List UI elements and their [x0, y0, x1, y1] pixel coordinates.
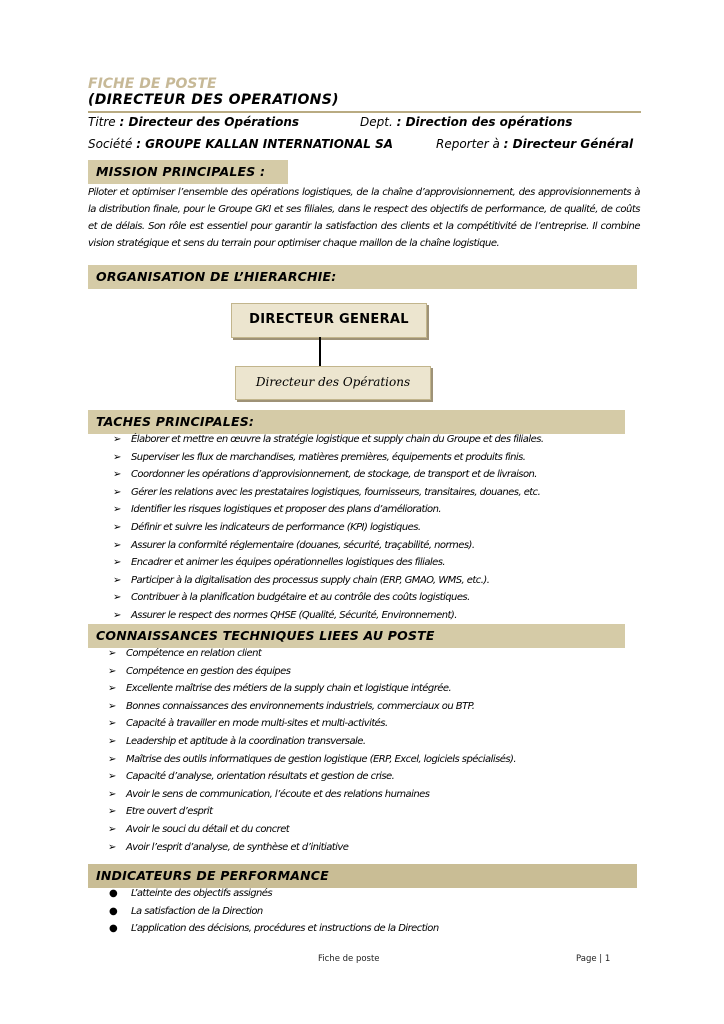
list-item: ➢ Assurer la conformité réglementaire (douanes, sécurité, traçabilité, normes).	[131, 537, 631, 555]
list-item: ● L’application des décisions, procédures et instructions de la Direction	[131, 920, 631, 938]
org-connector-line	[319, 337, 321, 368]
list-item: ➢ Coordonner les opérations d’approvisionnement, de stockage, de transport et de livraison.	[131, 466, 631, 484]
organisation-heading: ORGANISATION DE L’HIERARCHIE:	[96, 269, 337, 284]
title-divider	[88, 111, 641, 113]
org-box-directeur-general	[231, 303, 427, 338]
arrow-bullet-icon: ➢	[108, 665, 116, 677]
list-item: ➢ Excellente maîtrise des métiers de la supply chain et logistique intégrée.	[126, 680, 636, 698]
connaissances-list	[108, 645, 636, 856]
org-box-top-label: DIRECTEUR GENERAL	[249, 312, 409, 327]
arrow-bullet-icon: ➢	[108, 648, 116, 659]
list-item: ➢ Encadrer et animer les équipes opérationnelles logistiques des filiales.	[131, 554, 631, 572]
organisation-heading-band	[88, 265, 637, 289]
arrow-bullet-icon: ➢	[113, 557, 121, 569]
list-item: ➢ Contribuer à la planification budgétaire et au contrôle des coûts logistiques.	[131, 589, 631, 607]
arrow-bullet-icon: ➢	[108, 753, 116, 765]
indicateurs-heading: INDICATEURS DE PERFORMANCE	[96, 868, 329, 883]
arrow-bullet-icon: ➢	[113, 486, 121, 498]
org-box-directeur-operations	[235, 366, 431, 400]
societe-field	[88, 137, 393, 151]
list-item: ➢ Superviser les flux de marchandises, matières premières, équipements et produits finis.	[131, 449, 631, 467]
list-item: ➢ Élaborer et mettre en œuvre la stratégie logistique et supply chain du Groupe et des filiales.	[131, 431, 631, 449]
list-item: ➢ Capacité à travailler en mode multi-sites et multi-activités.	[126, 715, 636, 733]
dot-bullet-icon: ●	[109, 905, 118, 917]
org-box-bottom-label: Directeur des Opérations	[255, 375, 411, 389]
dot-bullet-icon: ●	[109, 888, 118, 899]
list-item: ➢ Avoir l’esprit d’analyse, de synthèse et d’initiative	[126, 839, 636, 857]
list-item: ➢ Avoir le souci du détail et du concret	[126, 821, 636, 839]
list-item: ➢ Compétence en relation client	[126, 645, 636, 663]
list-item: ➢ Capacité d’analyse, orientation résultats et gestion de crise.	[126, 768, 636, 786]
document-title: FICHE DE POSTE	[88, 76, 217, 92]
list-item: ➢ Participer à la digitalisation des processus supply chain (ERP, GMAO, WMS, etc.).	[131, 572, 631, 590]
document-subtitle: (DIRECTEUR DES OPERATIONS)	[88, 92, 339, 108]
arrow-bullet-icon: ➢	[113, 539, 121, 551]
list-item: ➢ Définir et suivre les indicateurs de performance (KPI) logistiques.	[131, 519, 631, 537]
dot-bullet-icon: ●	[109, 923, 118, 935]
arrow-bullet-icon: ➢	[113, 574, 121, 586]
titre-field	[88, 115, 299, 129]
indicateurs-list	[109, 885, 631, 938]
arrow-bullet-icon: ➢	[113, 592, 121, 604]
list-item: ➢ Leadership et aptitude à la coordination transversale.	[126, 733, 636, 751]
footer-title: Fiche de poste	[318, 954, 380, 964]
list-item: ➢ Identifier les risques logistiques et proposer des plans d’amélioration.	[131, 501, 631, 519]
list-item: ➢ Assurer le respect des normes QHSE (Qualité, Sécurité, Environnement).	[131, 607, 631, 625]
arrow-bullet-icon: ➢	[108, 788, 116, 800]
list-item: ● L’atteinte des objectifs assignés	[131, 885, 631, 903]
societe-label: Société	[88, 137, 133, 151]
mission-heading: MISSION PRINCIPALES :	[96, 164, 266, 179]
list-item: ➢ Gérer les relations avec les prestataires logistiques, fournisseurs, transitaires, douanes, etc.	[131, 484, 631, 502]
arrow-bullet-icon: ➢	[108, 823, 116, 835]
dept-field	[360, 115, 572, 129]
arrow-bullet-icon: ➢	[108, 700, 116, 712]
arrow-bullet-icon: ➢	[113, 609, 121, 621]
list-item: ➢ Avoir le sens de communication, l’écoute et des relations humaines	[126, 786, 636, 804]
list-item: ➢ Bonnes connaissances des environnements industriels, commerciaux ou BTP.	[126, 698, 636, 716]
list-item: ➢ Maîtrise des outils informatiques de gestion logistique (ERP, Excel, logiciels spécialisés).	[126, 751, 636, 769]
arrow-bullet-icon: ➢	[113, 521, 121, 533]
arrow-bullet-icon: ➢	[113, 451, 121, 463]
reporter-label: Reporter à	[436, 137, 500, 151]
taches-list	[113, 431, 631, 625]
arrow-bullet-icon: ➢	[113, 469, 121, 481]
arrow-bullet-icon: ➢	[108, 735, 116, 747]
mission-heading-band	[88, 160, 288, 184]
arrow-bullet-icon: ➢	[108, 841, 116, 853]
arrow-bullet-icon: ➢	[108, 806, 116, 818]
dept-value: : Direction des opérations	[396, 115, 573, 129]
arrow-bullet-icon: ➢	[113, 504, 121, 516]
arrow-bullet-icon: ➢	[108, 771, 116, 783]
list-item: ➢ Compétence en gestion des équipes	[126, 663, 636, 681]
list-item: ● La satisfaction de la Direction	[131, 903, 631, 921]
connaissances-heading: CONNAISSANCES TECHNIQUES LIEES AU POSTE	[96, 628, 435, 643]
titre-value: : Directeur des Opérations	[119, 115, 300, 129]
reporter-field	[436, 137, 633, 151]
arrow-bullet-icon: ➢	[108, 718, 116, 730]
societe-value: : GROUPE KALLAN INTERNATIONAL SA	[136, 137, 394, 151]
page-number: Page | 1	[576, 954, 611, 964]
mission-text: Piloter et optimiser l’ensemble des opérations logistiques, de la chaîne d’approvisionnement, des approvisionnements à la distribution finale, pour le Groupe GKI et ses filiales, dans le respect des objectifs de performance, de qualité, de coûts et de délais. Son rôle est essentiel pour garantir la satisfaction des clients et la compétitivité de l’entreprise. Il combine vision stratégique et sens du terrain pour optimiser chaque maillon de la chaîne logistique.	[88, 187, 640, 249]
list-item: ➢ Etre ouvert d’esprit	[126, 803, 636, 821]
titre-label: Titre	[88, 115, 116, 129]
reporter-value: : Directeur Général	[503, 137, 634, 151]
dept-label: Dept.	[360, 115, 393, 129]
arrow-bullet-icon: ➢	[113, 434, 121, 445]
taches-heading: TACHES PRINCIPALES:	[96, 414, 255, 429]
arrow-bullet-icon: ➢	[108, 683, 116, 695]
